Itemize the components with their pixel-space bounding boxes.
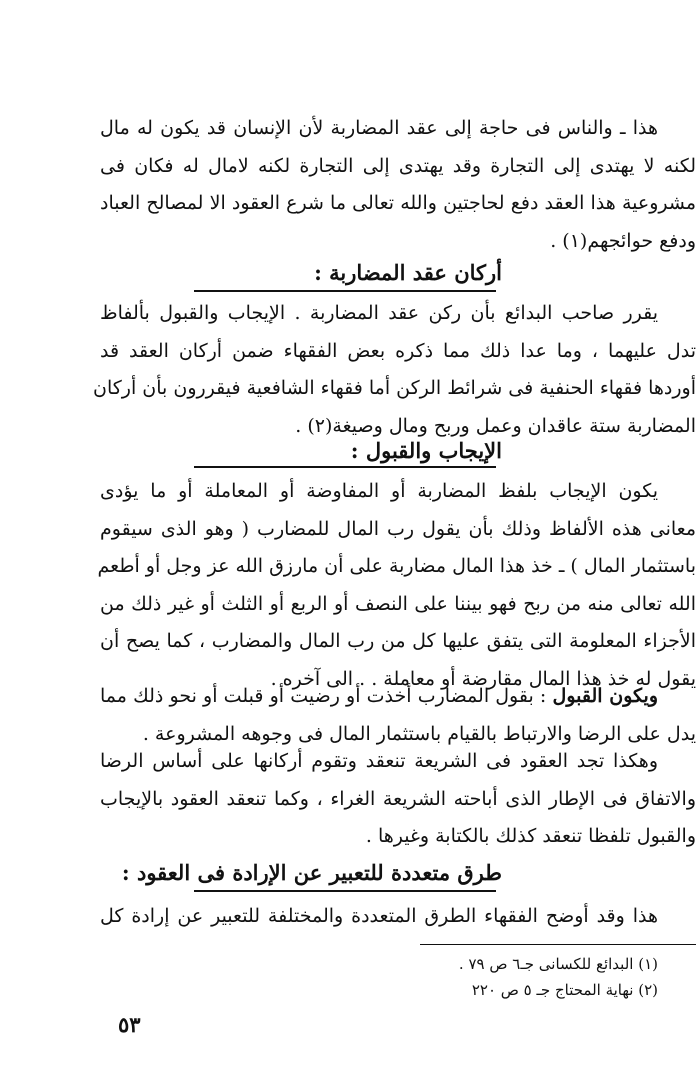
heading-underline [194,890,496,892]
heading-underline [194,290,496,292]
paragraph-hakadha [100,743,696,856]
text-line: يدل على الرضا والارتباط بالقيام باستثمار المال فى وجوهه المشروعة . [142,722,696,745]
footnote-1: (١) البدائع للكسانى جـ٦ ص ٧٩ . [458,955,658,973]
text-line: المضاربة ستة عاقدان وعمل وربح ومال وصيغة(٢) . [295,414,696,437]
text-line: يقول له خذ هذا المال مقارضة أو معاملة . . الى آخره . [270,667,696,690]
text-line: ودفع حوائجهم(١) . [550,229,696,252]
text-line: لكنه لا يهتدى إلى التجارة وقد يهتدى إلى التجارة لكنه لامال له فكان فى [100,154,696,177]
text-line [100,678,696,716]
text-line: والقبول تلفظا تنعقد كذلك بالكتابة وغيرها . [365,825,696,847]
paragraph-intro [100,110,696,260]
text-line: يكون الإيجاب بلفظ المضاربة أو المفاوضة أو المعاملة أو ما يؤدى [100,480,658,502]
text-line: هذا وقد أوضح الفقهاء الطرق المتعددة والمختلفة للتعبير عن إرادة كل [100,905,658,927]
heading-underline [194,466,496,468]
section-heading-turuq: طرق متعددة للتعبير عن الإرادة فى العقود : [121,860,502,885]
paragraph-ijab [97,473,696,698]
text-line: الله تعالى منه من ربح فهو بيننا على النصف أو الربع أو الثلث أو غير ذلك من [100,592,696,615]
text-line: والاتفاق فى الإطار الذى أباحته الشريعة الغراء ، وكما تنعقد العقود بالإيجاب [100,787,696,810]
text-line: الأجزاء المعلومة التى يتفق عليها كل من رب المال والمضارب ، كما يصح أن [100,630,696,652]
text-line: هذا ـ والناس فى حاجة إلى عقد المضاربة لأن الإنسان قد يكون له مال [100,117,658,139]
qabul-lead-term: ويكون القبول [552,685,659,707]
text-line: مشروعية هذا العقد دفع لحاجتين والله تعالى ما شرع العقود الا لمصالح العباد [100,192,696,214]
text-line: باستثمار المال ) ـ خذ هذا المال مضاربة على أن مارزق الله عز وجل أو أطعم [97,555,696,577]
text-line: أوردها فقهاء الحنفية فى شرائط الركن أما فقهاء الشافعية فيقررون بأن أركان [93,377,696,399]
text-line: تدل عليهما ، وما عدا ذلك مما ذكره بعض الفقهاء ضمن أركان العقد قد [100,339,696,362]
text-line: معانى هذه الألفاظ وذلك بأن يقول رب المال للمضارب ( وهو الذى سيقوم [100,517,696,540]
footnote-2: (٢) نهاية المحتاج جـ ٥ ص ٢٢٠ [471,981,658,999]
page-number: ٥٣ [118,1012,141,1037]
qabul-line-text: : بقول المضارب أخذت أو رضيت أو قبلت أو نحو ذلك مما [100,685,547,707]
section-heading-arkan: أركان عقد المضاربة : [314,260,502,285]
text-line: يقرر صاحب البدائع بأن ركن عقد المضاربة . الإيجاب والقبول بألفاظ [100,302,658,324]
text-line: وهكذا تجد العقود فى الشريعة تنعقد وتقوم أركانها على أساس الرضا [100,750,658,772]
section-heading-ijab: الإيجاب والقبول : [350,438,502,463]
paragraph-qabul [100,678,696,753]
footnote-separator [420,944,696,945]
paragraph-arkan [93,295,696,445]
paragraph-turuq [100,898,696,936]
